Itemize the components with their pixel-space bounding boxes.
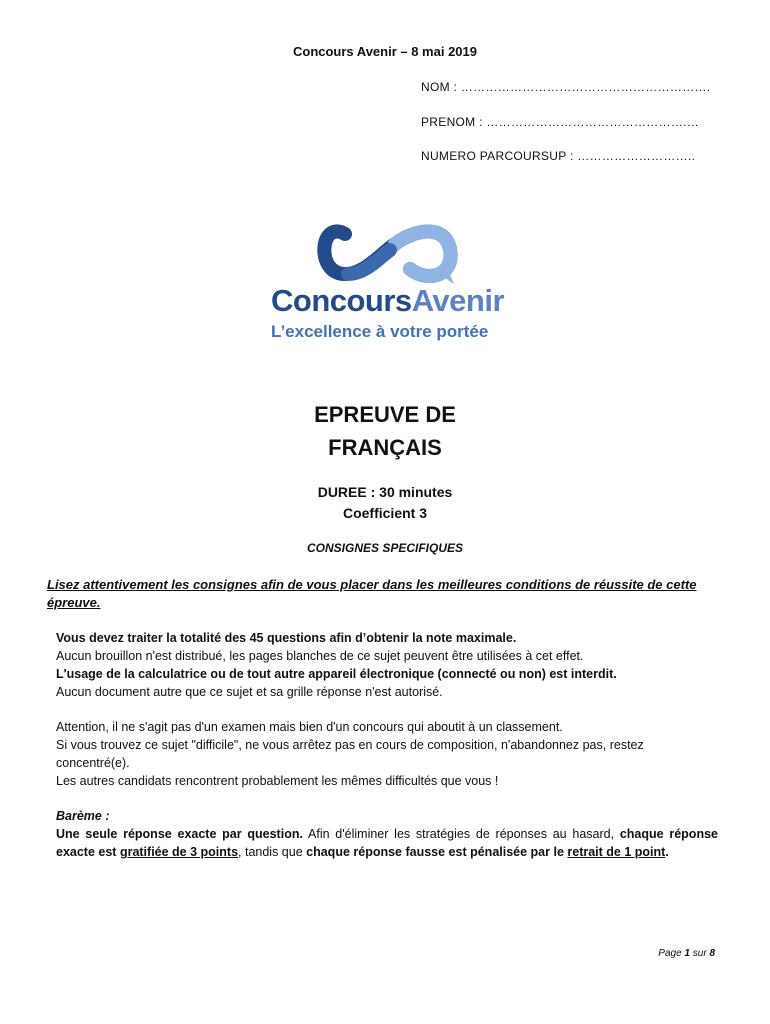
bareme-part3: chaque réponse exacte est xyxy=(56,827,718,859)
exam-title-line2: FRANÇAIS xyxy=(328,435,442,460)
attention-line-2: Si vous trouvez ce sujet "difficile", ne vous arrêtez pas en cours de composition, n'abandonnez pas, restez concentré(e). xyxy=(56,738,644,770)
bareme-part4: gratifiée de 3 points xyxy=(119,845,239,859)
consignes-rules xyxy=(56,629,718,701)
bareme-part8: . xyxy=(665,845,669,859)
bareme-section xyxy=(56,807,718,861)
rule-line-1: Vous devez traiter la totalité des 45 questions afin d’obtenir la note maximale. xyxy=(56,631,517,645)
page-total: 8 xyxy=(709,948,715,959)
document-header-title: Concours Avenir – 8 mai 2019 xyxy=(292,44,477,59)
bareme-part5: , tandis que xyxy=(238,845,307,859)
bareme-part6: chaque réponse fausse est pénalisée par le xyxy=(306,845,568,859)
exam-title-line1: EPREUVE DE xyxy=(314,402,456,427)
logo-brand-dark: Concours xyxy=(271,283,412,318)
bareme-part2: Afin d'éliminer les stratégies de réponses au hasard, xyxy=(302,827,620,841)
logo-brand-text xyxy=(271,283,504,319)
page-footer xyxy=(600,948,715,959)
logo-tagline: L’excellence à votre portée xyxy=(271,322,489,341)
logo-brand-light: Avenir xyxy=(411,283,505,318)
exam-duration-block xyxy=(0,482,770,524)
rule-line-4: Aucun document autre que ce sujet et sa grille réponse n'est autorisé. xyxy=(56,685,443,699)
prenom-field: PRENOM : ………………………………………….… xyxy=(421,115,700,129)
exam-duration: DUREE : 30 minutes xyxy=(317,484,453,500)
rule-line-2: Aucun brouillon n'est distribué, les pages blanches de ce sujet peuvent être utilisées à cet effet. xyxy=(56,649,584,663)
attention-line-1: Attention, il ne s'agit pas d'un examen mais bien d'un concours qui aboutit à un classement. xyxy=(56,720,563,734)
bareme-part7: retrait de 1 point xyxy=(567,845,666,859)
page-label: Page xyxy=(658,948,685,959)
consignes-title: CONSIGNES SPECIFIQUES xyxy=(306,541,464,555)
exam-title xyxy=(0,398,770,464)
page-sur: sur xyxy=(689,948,710,959)
exam-coefficient: Coefficient 3 xyxy=(342,505,427,521)
consignes-attention xyxy=(56,718,718,790)
page-number: 1 xyxy=(684,948,690,959)
rule-line-3: L'usage de la calculatrice ou de tout autre appareil électronique (connecté ou non) est interdit. xyxy=(56,667,617,681)
bareme-title: Barème : xyxy=(56,809,110,823)
attention-line-3: Les autres candidats rencontrent probablement les mêmes difficultés que vous ! xyxy=(56,774,499,788)
parcoursup-field: NUMERO PARCOURSUP : ……………………….. xyxy=(421,149,696,163)
nom-field: NOM : ……………………………………………………. xyxy=(421,80,711,94)
bareme-text xyxy=(56,825,718,861)
bareme-part1: Une seule réponse exacte par question. xyxy=(56,827,303,841)
consignes-intro: Lisez attentivement les consignes afin de vous placer dans les meilleures conditions de réussite de cette épreuve. xyxy=(47,577,697,610)
